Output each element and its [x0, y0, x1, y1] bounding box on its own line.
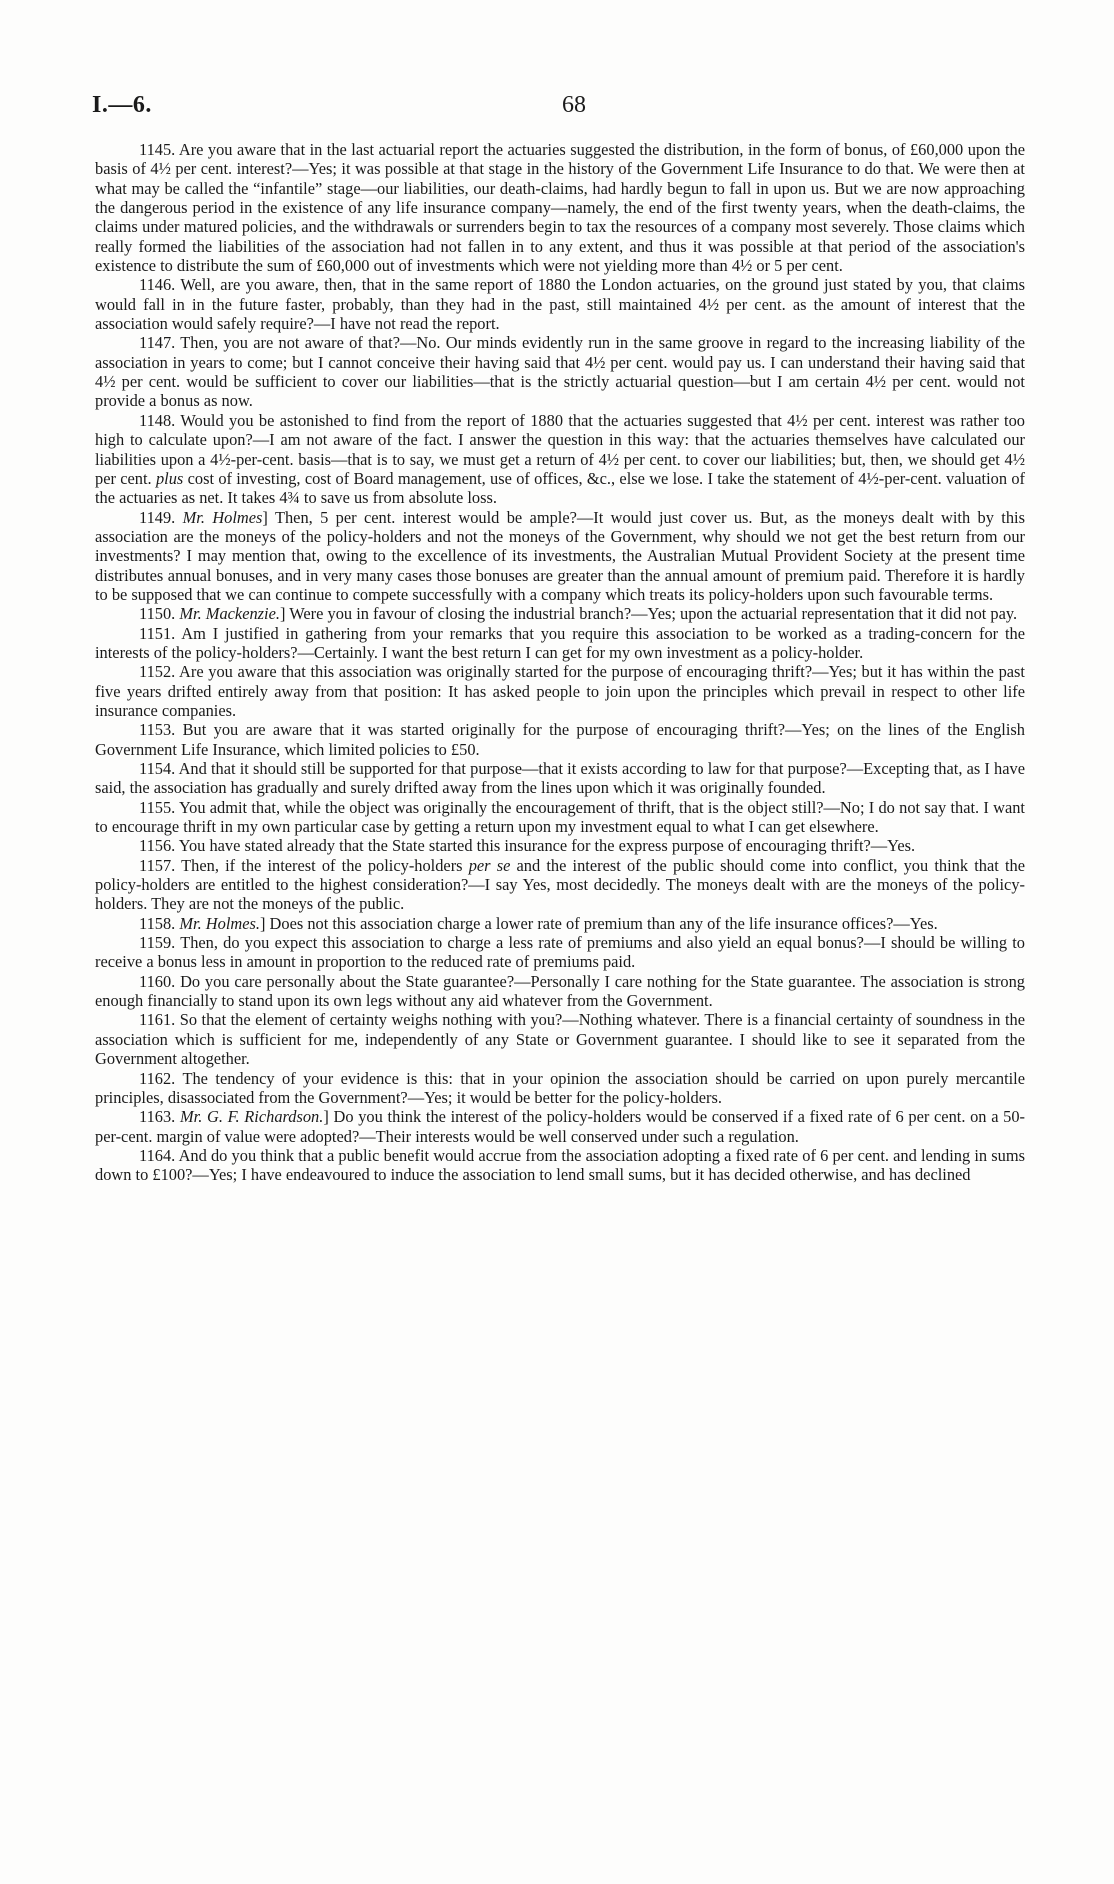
question-number: 1163. — [139, 1107, 176, 1127]
question-text: Are you aware that in the last actuarial report the actuaries suggested the distribution, in the form of bonus, of £60,000 upon the basis of 4½ per cent. interest?—Yes; it was possible at that stage in the history of the Government Life Insurance to do that. We were then at what may be called the “infantile” stage—our liabilities, our death-claims, had hardly begun to fall in upon us. But we are now approaching the dangerous period in the existence of any life insurance company—namely, the end of the first twenty years, when the death-claims, the claims under matured policies, and the withdrawals or surrenders begin to tax the resources of a company most severely. Those claims which really formed the liabilities of the association had not fallen in to any extent, and thus it was possible at that period of the association's existence to distribute the sum of £60,000 out of investments which were not yielding more than 4½ or 5 per cent. — [95, 140, 1025, 276]
question-text: The tendency of your evidence is this: that in your opinion the association should be carried on upon purely mercantile principles, disassociated from the Government?—Yes; it would be better for the policy-holders. — [95, 1068, 1026, 1107]
page-number: 68 — [562, 92, 586, 118]
question-number: 1158. — [139, 913, 176, 933]
question-1156 — [95, 836, 1025, 855]
question-text: Then, if the interest of the policy-holders — [181, 855, 469, 875]
question-1157 — [95, 856, 1025, 914]
page-header — [92, 92, 1022, 122]
question-text-continued: and the interest of the public should come into conflict, you think that the policy-holders are entitled to the highest consideration?—I say Yes, most decidedly. The moneys dealt with are the moneys of the policy-holders. They are not the moneys of the public. — [95, 855, 1025, 914]
question-1148 — [95, 411, 1025, 508]
question-number: 1152. — [139, 662, 176, 682]
italic-term: plus — [155, 468, 184, 488]
question-number: 1154. — [139, 759, 176, 778]
speaker-name: Mr. G. F. Richardson. — [179, 1107, 324, 1127]
question-number: 1145. — [139, 140, 176, 159]
question-number: 1160. — [139, 971, 176, 991]
question-number: 1153. — [139, 720, 176, 740]
question-text: So that the element of certainty weighs nothing with you?—Nothing whatever. There is a financial certainty of soundness in the association which is sufficient for me, independently of any State or Government guarantee. I should like to see it separated from the Government altogether. — [95, 1010, 1025, 1069]
question-number: 1146. — [139, 275, 176, 295]
question-1159 — [95, 933, 1025, 972]
question-1147 — [95, 333, 1025, 410]
question-text: Would you be astonished to find from the report of 1880 that the actuaries suggested that 4½ per cent. interest was rather too high to calculate upon?—I am not aware of the fact. I answer the question in this way: that the actuaries themselves have calculated our liabilities upon a 4½-per-cent. basis—that is to say, we must get a return of 4½ per cent. to cover our liabilities; but, then, we should get 4½ per cent. — [95, 410, 1025, 488]
question-number: 1164. — [139, 1145, 176, 1165]
question-1160 — [95, 972, 1025, 1011]
question-1151 — [95, 624, 1025, 663]
question-text: And do you think that a public benefit would accrue from the association adopting a fixed rate of 6 per cent. and lending in sums down to £100?—Yes; I have endeavoured to induce the association to lend small sums, but it has decided otherwise, and has declined — [95, 1145, 1025, 1185]
question-number: 1162. — [139, 1068, 176, 1088]
question-1155 — [95, 798, 1025, 837]
question-text: Then, do you expect this association to charge a less rate of premiums and also yield an equal bonus?—I should be willing to receive a bonus less in amount in proportion to the reduced rate of premiums paid. — [95, 933, 1025, 972]
question-number: 1151. — [139, 623, 176, 643]
question-text: Then, you are not aware of that?—No. Our minds evidently run in the same groove in regard to the increasing liability of the association in years to come; but I cannot conceive their having said that 4½ per cent. would pay us. I can understand their having said that 4½ per cent. would be sufficient to cover our liabilities—that is the strictly actuarial question—but I am certain 4½ per cent. would not provide a bonus as now. — [95, 333, 1025, 411]
speaker-name: Mr. Mackenzie. — [179, 604, 280, 624]
question-text: And that it should still be supported for that purpose—that it exists according to law for that purpose?—Excepting that, as I have said, the association has gradually and surely drifted away from the lines upon which it was originally founded. — [95, 759, 1025, 798]
question-1164 — [95, 1146, 1025, 1185]
question-number: 1159. — [139, 933, 176, 953]
question-1150: 1150. Mr. Mackenzie.] Were you in favour of closing the industrial branch?—Yes; upon the actuarial representation that it did not pay. — [139, 604, 1018, 624]
question-text: You admit that, while the object was originally the encouragement of thrift, that is the object still?—No; I do not say that. I want to encourage thrift in my own particular case by getting a return upon my investment equal to what I can get elsewhere. — [95, 797, 1025, 837]
question-1158: 1158. Mr. Holmes.] Does not this association charge a lower rate of premium than any of the life insurance offices?—Yes. — [139, 913, 938, 933]
question-number: 1147. — [139, 333, 176, 353]
testimony-body — [95, 140, 1025, 1185]
question-number: 1156. — [139, 836, 176, 856]
question-1145 — [95, 140, 1025, 275]
question-number: 1150. — [139, 604, 176, 624]
question-text: Then, 5 per cent. interest would be ample?—It would just cover us. But, as the moneys dealt with by this association are the moneys of the policy-holders and not the moneys of the Government, why should we not get the best return from our investments? I may mention that, owing to the excellence of its investments, the Australian Mutual Provident Society at the present time distributes annual bonuses, and in very many cases those bonuses are greater than the annual amount of premium paid. Therefore it is hardly to be supposed that we can continue to compete successfully with a company which treats its policy-holders upon such favourable terms. — [95, 507, 1025, 604]
question-text: But you are aware that it was started originally for the purpose of encouraging thrift?—Yes; on the lines of the English Government Life Insurance, which limited policies to £50. — [95, 720, 1025, 759]
italic-term: per se — [468, 855, 511, 875]
question-text: Were you in favour of closing the industrial branch?—Yes; upon the actuarial representation that it did not pay. — [289, 604, 1018, 624]
question-text: Are you aware that this association was originally started for the purpose of encouraging thrift?—Yes; but it has within the past five years drifted entirely away from that position: It has asked people to join upon the principles which prevail in respect to other life insurance companies. — [95, 662, 1025, 720]
document-reference: I.—6. — [92, 92, 152, 118]
question-number: 1161. — [139, 1010, 176, 1030]
question-1149: 1149. Mr. Holmes] Then, 5 per cent. interest would be ample?—It would just cover us. But, as the moneys dealt with by this association are the moneys of the policy-holders and not the moneys of the Government, why should we not get the best return from our investments? I may mention that, owing to the excellence of its investments, the Australian Mutual Provident Society at the present time distributes annual bonuses, and in very many cases those bonuses are greater than the annual amount of premium paid. Therefore it is hardly to be supposed that we can continue to compete successfully with a company which treats its policy-holders upon such favourable terms. — [95, 507, 1025, 604]
speaker-name: Mr. Holmes. — [179, 913, 260, 933]
question-number: 1157. — [139, 855, 176, 875]
question-1152 — [95, 662, 1025, 720]
question-1154 — [95, 759, 1025, 798]
speaker-name: Mr. Holmes — [182, 507, 263, 527]
question-number: 1155. — [139, 797, 176, 817]
question-text: Does not this association charge a lower rate of premium than any of the life insurance offices?—Yes. — [269, 913, 938, 933]
question-1161 — [95, 1010, 1025, 1068]
question-text-continued: cost of investing, cost of Board management, use of offices, &c., else we lose. I take the statement of 4½-per-cent. valuation of the actuaries as net. It takes 4¾ to save us from absolute loss. — [95, 468, 1025, 508]
question-text: Well, are you aware, then, that in the same report of 1880 the London actuaries, on the ground just stated by you, that claims would fall in in the future faster, probably, than they had in the past, still maintained 4½ per cent. as the amount of interest that the association would safely require?—I have not read the report. — [95, 275, 1025, 334]
question-1163: 1163. Mr. G. F. Richardson.] Do you think the interest of the policy-holders would be conserved if a fixed rate of 6 per cent. on a 50-per-cent. margin of value were adopted?—Their interests would be well conserved under such a regulation. — [95, 1107, 1025, 1146]
question-1146 — [95, 275, 1025, 333]
question-number: 1149. — [139, 507, 176, 527]
question-1162 — [95, 1069, 1025, 1108]
question-text: Do you care personally about the State guarantee?—Personally I care nothing for the State guarantee. The association is strong enough financially to stand upon its own legs without any aid whatever from the Government. — [95, 971, 1025, 1011]
question-number: 1148. — [139, 410, 176, 430]
question-text: Do you think the interest of the policy-holders would be conserved if a fixed rate of 6 per cent. on a 50-per-cent. margin of value were adopted?—Their interests would be well conserved under such a regulation. — [95, 1107, 1025, 1146]
question-1153 — [95, 720, 1025, 759]
question-text: You have stated already that the State started this insurance for the express purpose of encouraging thrift?—Yes. — [178, 836, 916, 856]
question-text: Am I justified in gathering from your remarks that you require this association to be worked as a trading-concern for the interests of the policy-holders?—Certainly. I want the best return I can get for my own investment as a policy-holder. — [95, 623, 1025, 662]
